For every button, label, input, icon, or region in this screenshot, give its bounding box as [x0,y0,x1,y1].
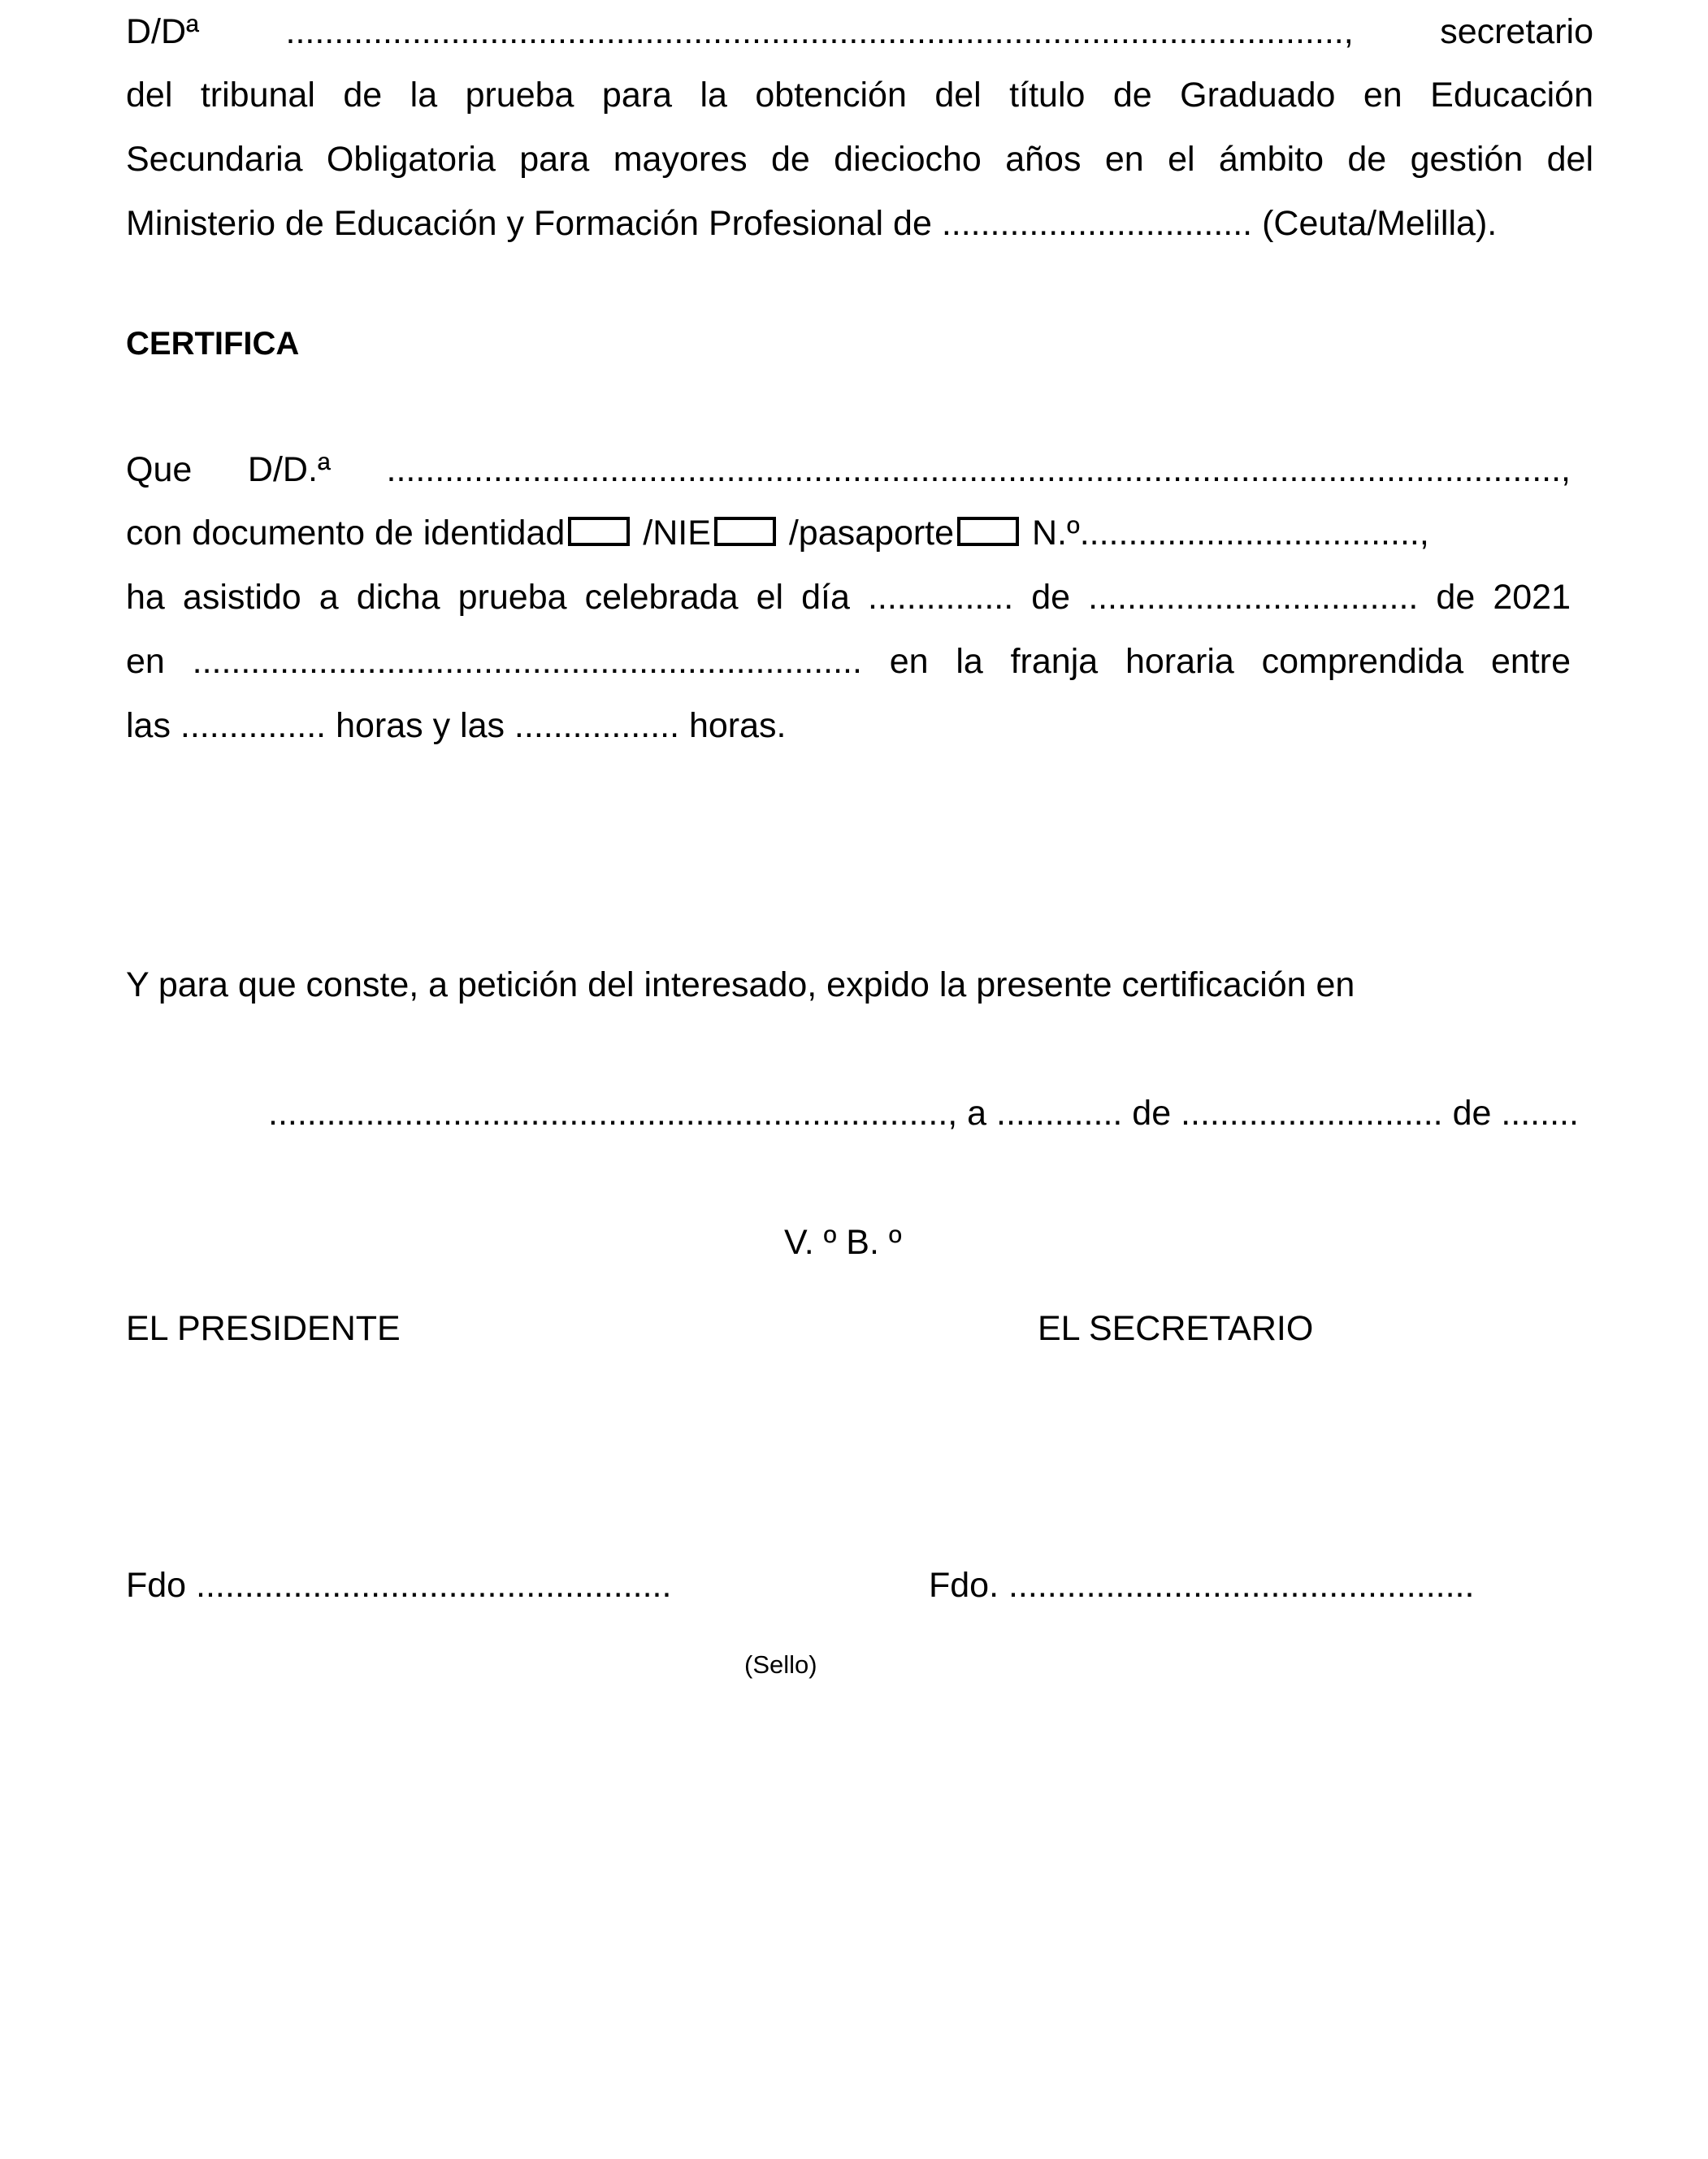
passport-checkbox[interactable] [957,517,1019,546]
intro-line-2: del tribunal de la prueba para la obtención del título de Graduado en Educación [126,76,1593,115]
vobo-label: V. º B. º [784,1223,902,1262]
closing-statement: Y para que conste, a petición del interesado, expido la presente certificación en [126,965,1355,1004]
id-document-label: con documento de identidad [126,514,566,553]
intro-line-4: Ministerio de Educación y Formación Profesional de ................................ (Ceuta/Melilla). [126,204,1498,243]
intro-line-1: D/Dª ............................................................................................................., secretario [126,12,1593,51]
body-line-4: en ..................................................................... en la franja horaria comprendida entre [126,642,1571,681]
place-date-line: ......................................................................, a ............. de ........................... de ........ [268,1094,1579,1133]
secretary-title: EL SECRETARIO [1038,1309,1314,1348]
secretary-signature-line: Fdo. ................................................ [929,1566,1475,1605]
intro-line-3: Secundaria Obligatoria para mayores de dieciocho años en el ámbito de gestión del [126,140,1593,179]
nie-label: /NIE [643,514,711,553]
dni-checkbox[interactable] [568,517,630,546]
president-title: EL PRESIDENTE [126,1309,401,1348]
body-line-3: ha asistido a dicha prueba celebrada el día ............... de .................................. de 2021 [126,578,1571,617]
body-line-2 [126,516,1429,551]
certifica-heading: CERTIFICA [126,326,300,362]
seal-label: (Sello) [744,1650,817,1679]
nie-checkbox[interactable] [714,517,776,546]
passport-label: /pasaporte [788,514,955,553]
president-signature-line: Fdo ................................................. [126,1566,672,1605]
body-line-1: Que D/D.ª ........................................................................................................................., [126,450,1571,489]
body-line-5: las ............... horas y las ................. horas. [126,706,787,745]
document-number-label: N.º..................................., [1032,514,1429,553]
